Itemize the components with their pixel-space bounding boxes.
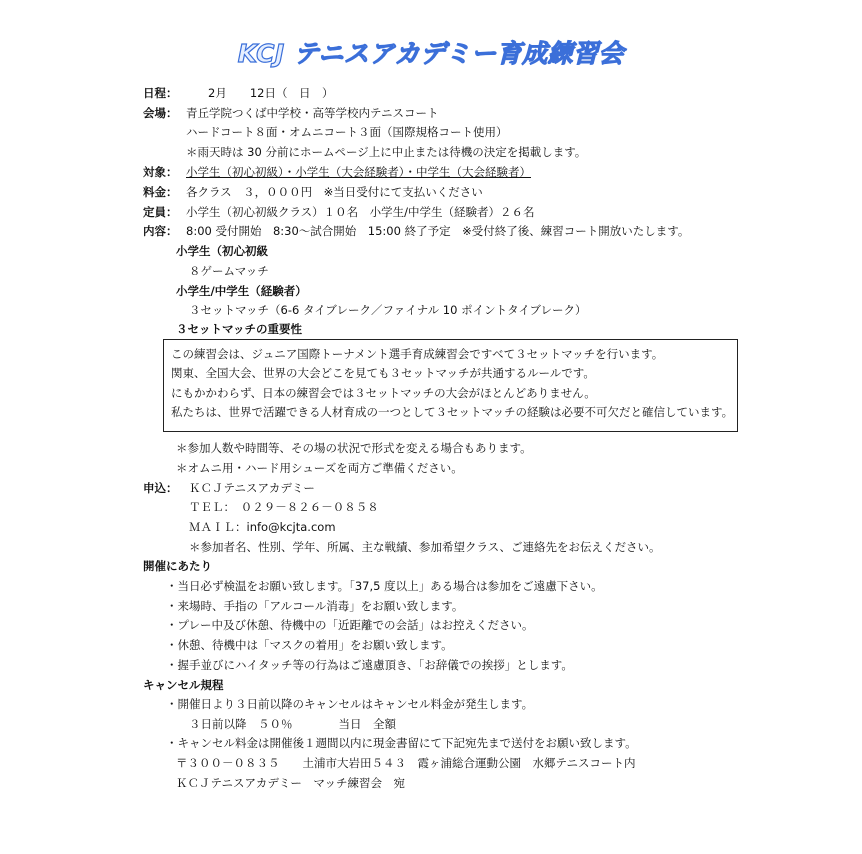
importance-line: にもかかわらず、日本の練習会では３セットマッチの大会がほとんどありません。 — [171, 386, 596, 400]
date-value: 2月 12日（ 日 ） — [208, 86, 334, 100]
importance-line: 私たちは、世界で活躍できる人材育成の一つとして３セットマッチの経験は必要不可欠だと確信しています。 — [171, 405, 734, 419]
cancel-heading: キャンセル規程 — [143, 678, 224, 692]
note-line: ＊参加人数や時間等、その場の状況で形式を変える場合もあります。 — [176, 441, 532, 455]
page-title: KCJ テニスアカデミー育成練習会 — [237, 39, 625, 68]
content-value: 8:00 受付開始 8:30～試合開始 15:00 終了予定 ※受付終了後、練習コート開放いたします。 — [186, 224, 690, 238]
cancel-address: 〒３００－０８３５ 土浦市大岩田５４３ 霞ヶ浦総合運動公園 水郷テニスコート内 — [176, 756, 636, 770]
apply-mail[interactable]: ＭＡＩＬ：info@kcjta.com — [189, 520, 336, 534]
importance-line: この練習会は、ジュニア国際トーナメント選手育成練習会ですべて３セットマッチを行います。 — [171, 347, 664, 361]
guideline-item: ・プレー中及び休憩、待機中の「近距離での会話」はお控えください。 — [166, 618, 534, 632]
cancel-recipient: ＫＣＪテニスアカデミー マッチ練習会 宛 — [176, 776, 405, 790]
experienced-heading: 小学生/中学生（経験者） — [176, 284, 307, 298]
beginner-heading: 小学生（初心初級 — [176, 244, 268, 258]
content-label: 内容： — [143, 224, 178, 238]
date-label: 日程： — [143, 86, 178, 100]
fee-label: 料金： — [143, 185, 178, 199]
guideline-item: ・休憩、待機中は「マスクの着用」をお願い致します。 — [166, 638, 453, 652]
venue-label: 会場： — [143, 106, 178, 120]
apply-label: 申込： — [143, 481, 178, 495]
importance-heading: ３セットマッチの重要性 — [176, 322, 303, 336]
guideline-item: ・握手並びにハイタッチ等の行為はご遠慮頂き、「お辞儀での挨拶」とします。 — [166, 658, 573, 672]
experienced-format: ３セットマッチ（6-6 タイブレーク／ファイナル 10 ポイントタイブレーク） — [189, 303, 587, 317]
guideline-item: ・当日必ず検温をお願い致します。「37,5 度以上」ある場合は参加をご遠慮下さい。 — [166, 579, 603, 593]
cancel-line: ・開催日より３日前以降のキャンセルはキャンセル料金が発生します。 — [166, 697, 534, 711]
beginner-format: ８ゲームマッチ — [189, 264, 269, 278]
apply-org: ＫＣＪテニスアカデミー — [189, 481, 315, 495]
venue-line: ハードコート８面・オムニコート３面（国際規格コート使用） — [186, 125, 508, 139]
venue-line: 青丘学院つくば中学校・高等学校内テニスコート — [186, 106, 439, 120]
guideline-item: ・来場時、手指の「アルコール消毒」をお願い致します。 — [166, 599, 464, 613]
capacity-label: 定員： — [143, 205, 178, 219]
fee-value: 各クラス ３，０００円 ※当日受付にて支払いください — [186, 185, 483, 199]
venue-rain-note: ＊雨天時は 30 分前にホームページ上に中止または待機の決定を掲載します。 — [186, 145, 587, 159]
guidelines-heading: 開催にあたり — [143, 559, 212, 573]
cancel-rates: ３日前以降 ５０％ 当日 全額 — [189, 717, 396, 731]
target-label: 対象： — [143, 165, 178, 179]
capacity-value: 小学生（初心初級クラス）１０名 小学生/中学生（経験者）２６名 — [186, 205, 535, 219]
cancel-line: ・キャンセル料金は開催後１週間以内に現金書留にて下記宛先まで送付をお願い致します。 — [166, 736, 637, 750]
apply-note: ＊参加者名、性別、学年、所属、主な戦績、参加希望クラス、ご連絡先をお伝えください。 — [189, 540, 661, 554]
note-line: ＊オムニ用・ハード用シューズを両方ご準備ください。 — [176, 461, 463, 475]
importance-line: 関東、全国大会、世界の大会どこを見ても３セットマッチが共通するルールです。 — [171, 366, 595, 380]
apply-tel[interactable]: ＴＥＬ： ０２９－８２６－０８５８ — [189, 500, 379, 514]
target-value: 小学生（初心初級）・小学生（大会経験者）・中学生（大会経験者） — [186, 165, 531, 179]
